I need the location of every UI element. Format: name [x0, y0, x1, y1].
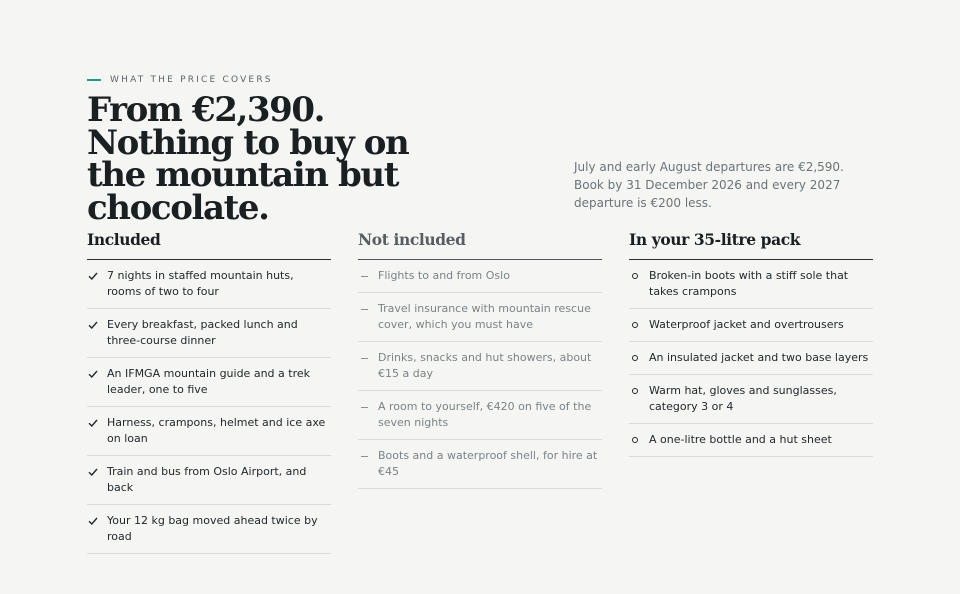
pack-column — [629, 229, 873, 457]
item-text: Harness, crampons, helmet and ice axe on loan — [107, 416, 326, 445]
item-text: A room to yourself, €420 on five of the seven nights — [378, 400, 592, 429]
item-text: A one-litre bottle and a hut sheet — [649, 433, 832, 446]
check-icon — [87, 415, 99, 431]
not-included-column — [358, 229, 602, 489]
included-list — [87, 260, 331, 554]
list-item — [87, 309, 331, 358]
item-text: Drinks, snacks and hut showers, about €15 a day — [378, 351, 592, 380]
eyebrow — [87, 74, 273, 86]
dash-icon — [358, 301, 370, 317]
circle-icon — [629, 432, 641, 448]
item-text: Broken-in boots with a stiff sole that takes crampons — [649, 269, 849, 298]
list-item — [87, 407, 331, 456]
list-item — [358, 260, 602, 293]
column-title: Not included — [358, 229, 602, 260]
list-item — [629, 424, 873, 457]
headline: From €2,390. Nothing to buy on the mountain but chocolate. — [87, 90, 409, 228]
dash-icon — [358, 448, 370, 464]
list-item — [358, 440, 602, 489]
check-icon — [87, 513, 99, 529]
item-text: 7 nights in staffed mountain huts, rooms of two to four — [107, 269, 294, 298]
eyebrow-text: WHAT THE PRICE COVERS — [110, 75, 273, 85]
check-icon — [87, 317, 99, 333]
not-included-list — [358, 260, 602, 489]
circle-icon — [629, 268, 641, 284]
item-text: Travel insurance with mountain rescue cover, which you must have — [378, 302, 591, 331]
list-item — [87, 505, 331, 554]
included-column — [87, 229, 331, 554]
pack-list — [629, 260, 873, 457]
column-title: Included — [87, 229, 331, 260]
item-text: Warm hat, gloves and sunglasses, category 3 or 4 — [649, 384, 837, 413]
item-text: Train and bus from Oslo Airport, and back — [107, 465, 307, 494]
item-text: An insulated jacket and two base layers — [649, 351, 869, 364]
list-item — [629, 342, 873, 375]
list-item — [87, 260, 331, 309]
item-text: Waterproof jacket and overtrousers — [649, 318, 844, 331]
item-text: Flights to and from Oslo — [378, 269, 510, 282]
dash-icon — [358, 268, 370, 284]
column-title: In your 35-litre pack — [629, 229, 873, 260]
item-text: Every breakfast, packed lunch and three-course dinner — [107, 318, 298, 347]
accent-rule — [87, 79, 101, 81]
list-item — [629, 260, 873, 309]
item-text: An IFMGA mountain guide and a trek leader, one to five — [107, 367, 310, 396]
list-item — [629, 309, 873, 342]
pricing-note: July and early August departures are €2,590. Book by 31 December 2026 and every 2027 departure is €200 less. — [574, 160, 844, 210]
circle-icon — [629, 383, 641, 399]
item-text: Your 12 kg bag moved ahead twice by road — [107, 514, 318, 543]
check-icon — [87, 366, 99, 382]
list-item — [629, 375, 873, 424]
list-item — [87, 358, 331, 407]
dash-icon — [358, 399, 370, 415]
list-item — [358, 293, 602, 342]
circle-icon — [629, 350, 641, 366]
dash-icon — [358, 350, 370, 366]
list-item — [358, 391, 602, 440]
item-text: Boots and a waterproof shell, for hire at €45 — [378, 449, 598, 478]
circle-icon — [629, 317, 641, 333]
list-item — [358, 342, 602, 391]
check-icon — [87, 464, 99, 480]
check-icon — [87, 268, 99, 284]
list-item — [87, 456, 331, 505]
